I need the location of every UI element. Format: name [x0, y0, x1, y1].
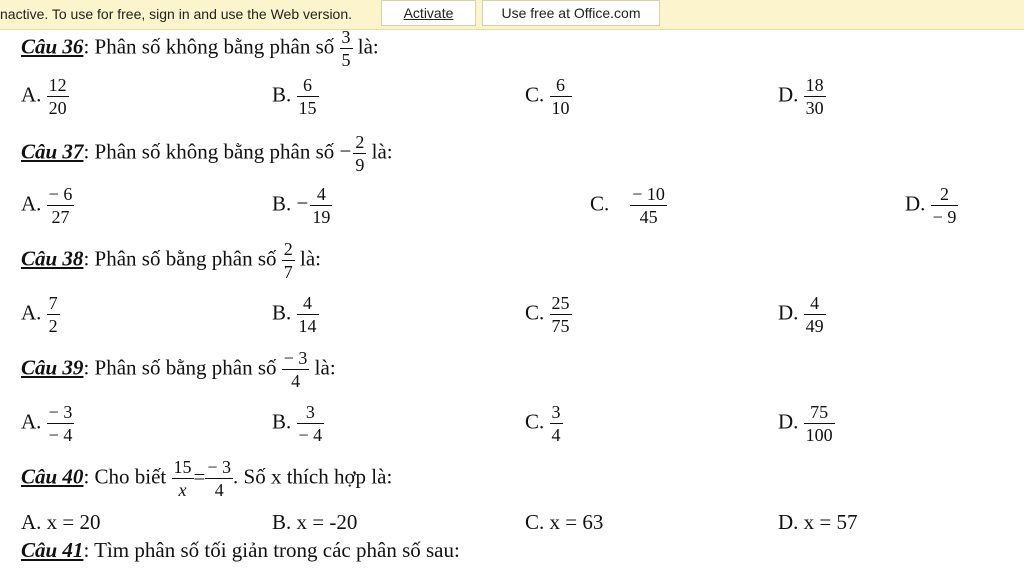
- option-d[interactable]: D. $\frac{2}{- 9}$: [905, 184, 957, 227]
- question-end: là:: [314, 355, 336, 380]
- option-c[interactable]: C. $\frac{6}{10}$: [525, 75, 570, 118]
- option-a[interactable]: A. x = 20: [21, 510, 101, 534]
- question-36: [21, 28, 379, 69]
- question-text: : Tìm phân số tối giản trong các phân số sau:: [83, 538, 460, 562]
- question-38: [21, 240, 321, 281]
- option-b[interactable]: B. $\frac{6}{15}$: [272, 75, 317, 118]
- question-label: Câu 38: [21, 246, 84, 271]
- question-37: [21, 133, 393, 174]
- activation-banner: [0, 0, 1024, 30]
- question-end: là:: [357, 34, 379, 59]
- question-label: Câu 40: [21, 464, 84, 489]
- fraction: $\frac{2}{7}$: [283, 239, 293, 282]
- fraction: $\frac{3}{5}$: [341, 27, 351, 70]
- option-a[interactable]: A. $\frac{12}{20}$: [21, 75, 67, 118]
- question-text: : Phân số bằng phân số: [83, 355, 277, 380]
- fraction-right: $\frac{- 3}{4}$: [207, 457, 232, 500]
- question-label: Câu 41: [21, 538, 84, 562]
- question-39: [21, 349, 336, 390]
- option-c[interactable]: C. $\frac{- 10}{45}$: [590, 184, 665, 227]
- question-text: : Phân số không bằng phân số: [83, 139, 335, 164]
- question-end: là:: [300, 246, 322, 271]
- question-41: [21, 538, 460, 563]
- option-a[interactable]: A. $\frac{- 3}{- 4}$: [21, 402, 73, 445]
- option-c[interactable]: C. $\frac{25}{75}$: [525, 293, 570, 336]
- option-a[interactable]: A. $\frac{- 6}{27}$: [21, 184, 73, 227]
- option-d[interactable]: D. $\frac{18}{30}$: [778, 75, 824, 118]
- question-label: Câu 37: [21, 139, 84, 164]
- question-40: [21, 458, 392, 499]
- equals-sign: =: [193, 464, 206, 489]
- question-label: Câu 36: [21, 34, 84, 59]
- fraction-left: $\frac{15}{x}$: [173, 457, 192, 500]
- banner-message: nactive. To use for free, sign in and use the Web version.: [0, 6, 353, 22]
- option-b[interactable]: B. $\frac{4}{14}$: [272, 293, 317, 336]
- option-d[interactable]: D. x = 57: [778, 510, 858, 534]
- question-text: : Phân số bằng phân số: [83, 246, 277, 271]
- option-b[interactable]: B. − $\frac{4}{19}$: [272, 184, 331, 227]
- option-b[interactable]: B. x = -20: [272, 510, 358, 534]
- use-office-button[interactable]: Use free at Office.com: [482, 0, 660, 26]
- question-text: : Cho biết: [83, 464, 167, 489]
- fraction: $\frac{2}{9}$: [355, 132, 365, 175]
- question-text: : Phân số không bằng phân số: [83, 34, 335, 59]
- option-b[interactable]: B. $\frac{3}{- 4}$: [272, 402, 323, 445]
- option-c[interactable]: C. x = 63: [525, 510, 604, 534]
- fraction: $\frac{- 3}{4}$: [283, 348, 308, 391]
- question-end: là:: [371, 139, 393, 164]
- minus-sign: −: [339, 139, 352, 164]
- option-d[interactable]: D. $\frac{75}{100}$: [778, 402, 833, 445]
- question-end: . Số x thích hợp là:: [233, 464, 393, 489]
- option-a[interactable]: A. $\frac{7}{2}$: [21, 293, 58, 336]
- option-d[interactable]: D. $\frac{4}{49}$: [778, 293, 824, 336]
- activate-button[interactable]: Activate: [381, 0, 476, 26]
- question-label: Câu 39: [21, 355, 84, 380]
- option-c[interactable]: C. $\frac{3}{4}$: [525, 402, 561, 445]
